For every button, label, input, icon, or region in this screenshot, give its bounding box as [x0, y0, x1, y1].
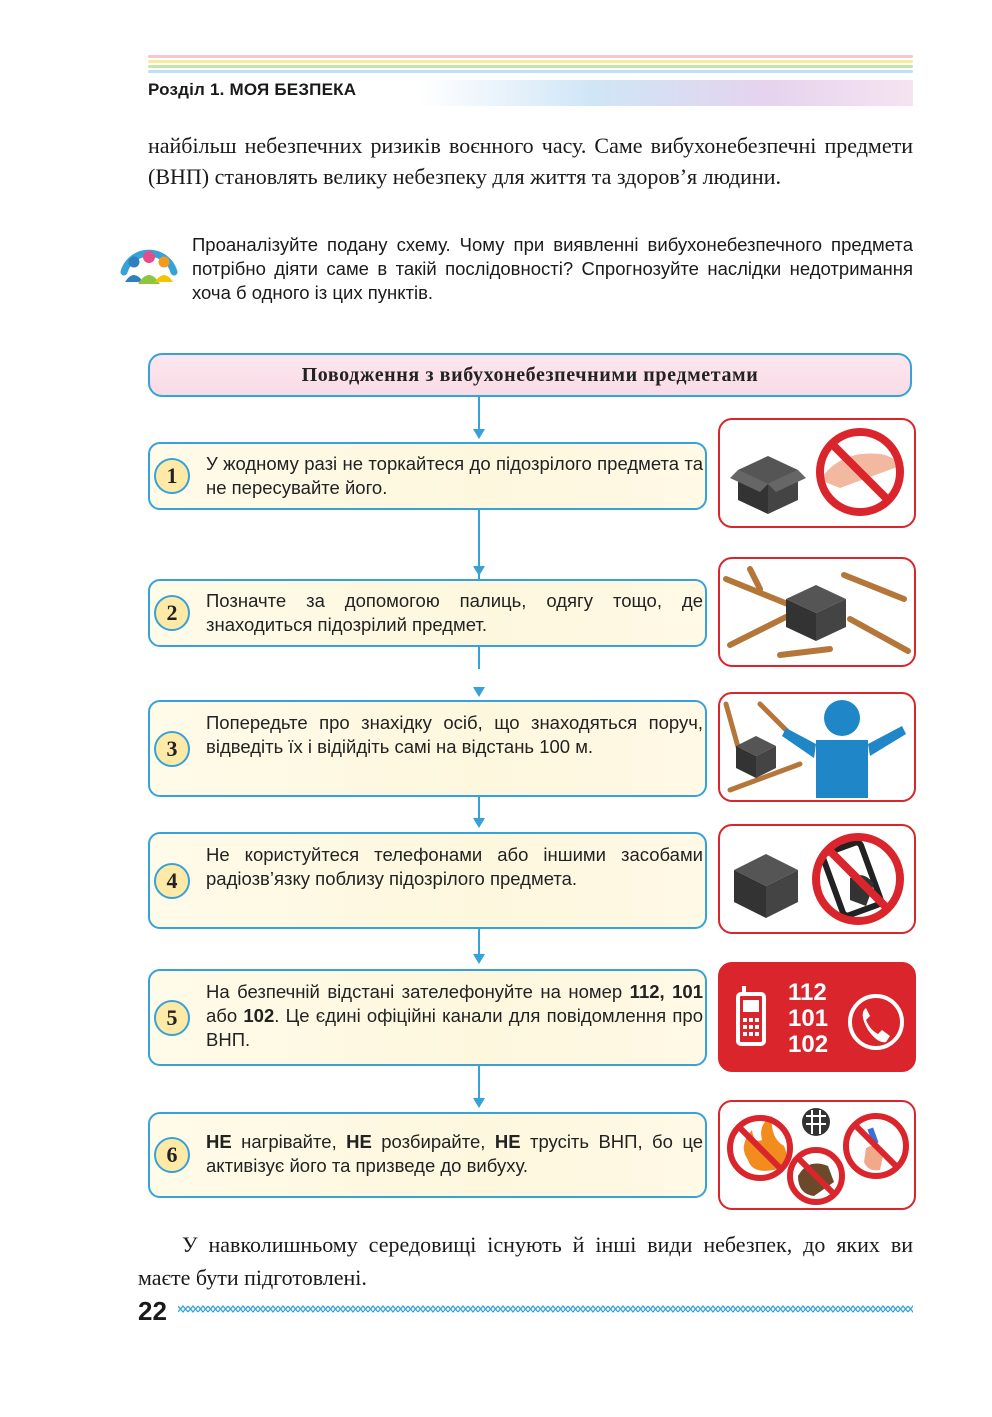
- step-text: [206, 980, 703, 1052]
- step-number: 3: [154, 731, 190, 767]
- group-work-icon: [116, 232, 182, 298]
- phone-number-101: 101: [788, 1005, 829, 1032]
- warning-word: НЕ: [494, 1131, 521, 1152]
- step-2: [148, 579, 707, 647]
- step-text: Не користуйтеся телефонами або іншими засобами радіозв’язку поблизу підозрілого предмета.: [206, 844, 703, 889]
- arrow-down-icon: [473, 429, 485, 439]
- step-text-part: або: [206, 1005, 244, 1026]
- arrow-down-icon: [473, 1098, 485, 1108]
- arrow-down-icon: [473, 566, 485, 576]
- step-text-part: На безпечній відстані зателефонуйте на номер: [206, 981, 630, 1002]
- warning-word: НЕ: [206, 1131, 232, 1152]
- scheme-title: Поводження з вибухонебезпечними предметами: [148, 353, 912, 397]
- page-footer-ornament: [178, 1302, 913, 1316]
- connector-line: [478, 395, 480, 429]
- arrow-down-icon: [473, 687, 485, 697]
- step-text: У жодному разі не торкайтеся до підозрілого предмета та не пересувайте його.: [206, 453, 703, 498]
- step-number: 5: [154, 1000, 190, 1036]
- header-band: [420, 80, 913, 106]
- connector-line: [478, 796, 480, 818]
- step-3: [148, 700, 707, 797]
- step-5: [148, 969, 707, 1066]
- arrow-down-icon: [473, 954, 485, 964]
- step-text-part: розбирайте,: [371, 1131, 495, 1152]
- step-number: 4: [154, 863, 190, 899]
- connector-line: [478, 928, 480, 954]
- step-1: [148, 442, 707, 510]
- step-text-part: . Це єдині офіційні канали для повідомлення про ВНП.: [206, 1005, 703, 1050]
- step-6: [148, 1112, 707, 1198]
- step-text: Позначте за допомогою палиць, одягу тощо, де знаходиться підозрілий предмет.: [206, 590, 703, 635]
- step-text-part: трусіть ВНП, бо це активізує його та призведе до вибуху.: [206, 1131, 703, 1176]
- connector-line: [478, 1066, 480, 1098]
- section-title: Розділ 1. МОЯ БЕЗПЕКА: [148, 80, 357, 99]
- page-number: 22: [138, 1296, 167, 1326]
- phone-number-102: 102: [788, 1031, 829, 1058]
- no-touch-box-icon: [718, 418, 916, 528]
- step-number: 2: [154, 595, 190, 631]
- step-text: Попередьте про знахідку осіб, що знаходяться поруч, відведіть їх і відійдіть самі на відстань 100 м.: [206, 712, 703, 757]
- box-marked-with-sticks-icon: [718, 557, 916, 667]
- phone-numbers-bold: 112, 101: [629, 981, 703, 1002]
- step-4: [148, 832, 707, 929]
- outro-text: У навколишньому середовищі існують й інші види небезпек, до яких ви маєте бути підготовлені.: [138, 1232, 913, 1290]
- no-phone-icon: [718, 824, 916, 934]
- emergency-call-icon: [718, 962, 916, 1072]
- outro-paragraph: [138, 1228, 913, 1294]
- step-number: 1: [154, 458, 190, 494]
- arrow-down-icon: [473, 818, 485, 828]
- warning-word: НЕ: [346, 1131, 372, 1152]
- step-number: 6: [154, 1137, 190, 1173]
- step-text-part: нагрівайте,: [231, 1131, 347, 1152]
- task-text: Проаналізуйте подану схему. Чому при виявленні вибухонебезпечного предмета потрібно діяти саме в такій послідовності? Спрогнозуйте наслідки недотримання хоча б одного із цих пунктів.: [192, 234, 913, 303]
- phone-number-112: 112: [788, 979, 827, 1006]
- intro-paragraph: найбільш небезпечних ризиків воєнного часу. Саме вибухонебезпечні предмети (ВНП) становлять велику небезпеку для життя та здоров’я людини.: [148, 133, 913, 189]
- no-heat-disassemble-shake-icon: [718, 1100, 916, 1210]
- phone-number-bold: 102: [243, 1005, 275, 1026]
- step-text: [206, 1130, 703, 1178]
- person-warning-icon: [718, 692, 916, 802]
